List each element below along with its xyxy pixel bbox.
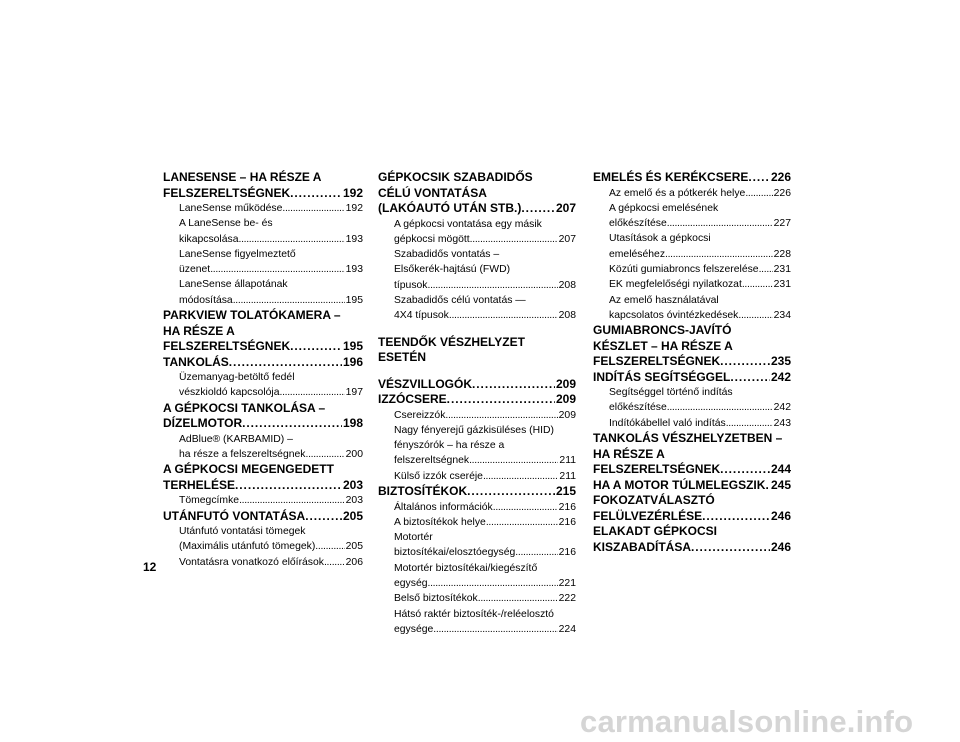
toc-subentry[interactable] (163, 247, 363, 278)
toc-subentry[interactable] (378, 217, 576, 248)
spacer (378, 366, 576, 377)
toc-line: LANESENSE – HA RÉSZE A (163, 170, 322, 184)
toc-page-number: 243 (773, 417, 791, 429)
toc-line (179, 555, 363, 570)
page-number: 12 (143, 560, 157, 574)
toc-subentry[interactable] (163, 555, 363, 570)
toc-line: HA RÉSZE A (593, 446, 665, 461)
toc-heading[interactable] (163, 170, 363, 201)
toc-subentry[interactable] (378, 408, 576, 423)
toc-title-text: 4X4 típusok (394, 310, 449, 322)
toc-page-number: 246 (770, 508, 791, 523)
toc-title-text: DÍZELMOTOR (163, 416, 243, 431)
toc-line: Segítséggel történő indítás (609, 387, 733, 399)
toc-subentry[interactable] (163, 201, 363, 216)
toc-title-text: BIZTOSÍTÉKOK (378, 484, 468, 499)
toc-line (593, 509, 791, 525)
toc-line (593, 170, 791, 186)
toc-title-text: egység (394, 578, 428, 590)
toc-page-number: 203 (342, 477, 363, 492)
toc-title-text: felszereltségnek (394, 455, 470, 467)
toc-subentry[interactable] (163, 277, 363, 308)
toc-title-text: Közúti gumiabroncs felszerelése (609, 263, 759, 275)
toc-page-number: 227 (773, 218, 791, 230)
toc-title-text: FELSZERELTSÉGNEK (593, 354, 721, 369)
toc-page-number: 193 (345, 233, 363, 245)
toc-line: ELAKADT GÉPKOCSI (593, 524, 718, 539)
toc-line (394, 500, 576, 515)
dot-leader (445, 408, 557, 423)
toc-title-text: IZZÓCSERE (378, 392, 447, 407)
dot-leader (428, 278, 558, 293)
dot-leader (726, 416, 773, 431)
toc-page-number: 209 (555, 392, 576, 407)
toc-heading[interactable] (163, 509, 363, 525)
toc-title-text: TANKOLÁS (163, 354, 229, 369)
dot-leader (229, 355, 342, 371)
toc-line (593, 478, 791, 494)
toc-line (609, 277, 791, 292)
toc-line: Utasítások a gépkocsi (609, 233, 711, 245)
toc-line (179, 539, 363, 554)
toc-line: A gépkocsi emelésének (609, 202, 719, 214)
toc-page-number: 226 (773, 187, 791, 199)
toc-heading[interactable] (163, 401, 363, 432)
dot-leader (702, 509, 770, 525)
toc-line (163, 416, 363, 432)
toc-page-number: 207 (555, 201, 576, 215)
toc-page-number: 209 (558, 409, 576, 421)
toc-line (163, 339, 363, 355)
toc-subentry[interactable] (593, 231, 791, 262)
toc-line (163, 509, 363, 525)
toc-subentry[interactable] (593, 416, 791, 431)
toc-line (593, 540, 791, 556)
toc-title-text: egysége (394, 623, 434, 635)
toc-line (609, 247, 791, 262)
toc-title-text: (LAKÓAUTÓ UTÁN STB.) (378, 201, 522, 215)
toc-title-text: emeléséhez (609, 248, 666, 260)
dot-leader (738, 308, 772, 323)
toc-subentry[interactable] (163, 493, 363, 508)
toc-title-text: (Maximális utánfutó tömegek) (179, 541, 316, 553)
dot-leader (449, 308, 558, 323)
toc-title-text: KISZABADÍTÁSA (593, 539, 691, 554)
toc-title-text: LaneSense működése (179, 203, 283, 214)
dot-leader (305, 509, 342, 525)
toc-line (394, 622, 576, 637)
toc-line: fényszórók – ha része a (394, 440, 505, 452)
toc-page-number: 209 (555, 376, 576, 391)
toc-page-number: 226 (770, 170, 791, 184)
toc-title-text: üzenet (179, 264, 211, 276)
toc-page-number: 195 (342, 339, 363, 354)
toc-line (394, 576, 576, 591)
dot-leader (467, 484, 555, 500)
toc-title-text: kapcsolatos óvintézkedések (609, 309, 739, 321)
toc-page-number: 231 (773, 263, 791, 275)
toc-line (609, 262, 791, 277)
toc-page-number: 216 (558, 516, 576, 528)
dot-leader (469, 453, 558, 468)
toc-page-number: 206 (345, 556, 363, 568)
toc-line (609, 400, 791, 415)
toc-subentry[interactable] (378, 530, 576, 561)
toc-line: Hátsó raktér biztosíték-/reléelosztó (394, 608, 554, 620)
dot-leader (691, 540, 770, 556)
toc-page-number: 196 (342, 354, 363, 369)
toc-title-text: Tömegcímke (179, 495, 240, 507)
toc-line (394, 278, 576, 293)
toc-page-number: 242 (773, 402, 791, 414)
toc-page-number: 222 (558, 593, 576, 605)
toc-line (179, 232, 363, 247)
dot-leader (493, 500, 558, 515)
dot-leader (730, 370, 770, 386)
toc-heading[interactable] (593, 524, 791, 555)
toc-line (378, 392, 576, 408)
toc-heading[interactable] (593, 323, 791, 370)
toc-page-number: 245 (770, 477, 791, 492)
toc-page-number: 244 (770, 462, 791, 477)
toc-title-text: előkészítése (609, 218, 667, 230)
toc-line (609, 216, 791, 231)
toc-page-number: 242 (770, 369, 791, 384)
toc-line: Szabadidős vontatás – (394, 249, 500, 261)
toc-subentry[interactable] (593, 186, 791, 201)
toc-heading[interactable] (163, 308, 363, 355)
toc-column-3 (593, 170, 791, 555)
toc-subentry[interactable] (163, 524, 363, 555)
toc-subentry[interactable] (593, 262, 791, 277)
toc-line: LaneSense figyelmeztető (179, 248, 296, 260)
dot-leader (486, 515, 558, 530)
toc-page-number: 234 (773, 309, 791, 321)
toc-line: Utánfutó vontatási tömegek (179, 526, 306, 538)
toc-title-text: Belső biztosítékok (394, 593, 478, 605)
dot-leader (239, 493, 345, 508)
toc-line: A LaneSense be- és (179, 218, 273, 230)
toc-title-text: HA A MOTOR TÚLMELEGSZIK (593, 477, 766, 492)
toc-title-text: Külső izzók cseréje (394, 470, 483, 482)
dot-leader (470, 232, 558, 247)
dot-leader (742, 277, 773, 292)
toc-line (378, 201, 576, 217)
toc-title-text: Az emelő és a pótkerék helye (609, 187, 746, 199)
dot-leader (483, 469, 558, 484)
toc-subentry[interactable] (378, 469, 576, 484)
toc-line (163, 186, 363, 202)
toc-heading[interactable] (163, 462, 363, 493)
toc-page-number: 211 (559, 470, 576, 482)
toc-line: A gépkocsi vontatása egy másik (394, 218, 542, 230)
toc-line (378, 484, 576, 500)
dot-leader (233, 293, 345, 308)
toc-line: Nagy fényerejű gázkisüléses (HID) (394, 424, 554, 436)
toc-page-number: 205 (342, 508, 363, 523)
toc-subentry[interactable] (593, 201, 791, 232)
toc-line: Motortér (394, 532, 433, 544)
toc-subentry[interactable] (378, 561, 576, 592)
toc-title-text: INDÍTÁS SEGÍTSÉGGEL (593, 369, 731, 384)
dot-leader (242, 416, 342, 432)
dot-leader (759, 262, 773, 277)
toc-line: AdBlue® (KARBAMID) – (179, 433, 293, 445)
toc-line: LaneSense állapotának (179, 279, 288, 291)
toc-title-text: EMELÉS ÉS KERÉKCSERE (593, 170, 749, 184)
toc-page-number: 192 (345, 203, 363, 214)
dot-leader (433, 622, 557, 637)
toc-heading[interactable] (378, 170, 576, 217)
toc-page-number: 203 (345, 495, 363, 507)
toc-subentry[interactable] (378, 607, 576, 638)
toc-subentry[interactable] (378, 500, 576, 515)
toc-title-text: FELSZERELTSÉGNEK (593, 462, 721, 477)
toc-page-number: 211 (559, 455, 576, 467)
toc-line (593, 354, 791, 370)
toc-page-number: 216 (558, 547, 576, 559)
toc-line: CÉLÚ VONTATÁSA (378, 185, 487, 200)
toc-line (378, 377, 576, 393)
toc-subentry[interactable] (163, 370, 363, 401)
toc-line (593, 462, 791, 478)
toc-line: HA RÉSZE A (163, 323, 235, 338)
dot-leader (280, 385, 345, 400)
toc-page-number: 192 (342, 185, 363, 200)
toc-page-number: 193 (345, 264, 363, 276)
toc-page-number: 228 (773, 248, 791, 260)
dot-leader (748, 170, 770, 186)
toc-line (609, 186, 791, 201)
toc-heading[interactable] (378, 484, 576, 500)
toc-heading[interactable] (163, 355, 363, 371)
toc-page-number: 216 (558, 501, 576, 513)
toc-page-number: 207 (558, 233, 576, 245)
toc-title-text: ha része a felszereltségnek (179, 448, 306, 460)
toc-page-number: 221 (558, 578, 576, 590)
dot-leader (521, 201, 555, 217)
toc-subentry[interactable] (593, 385, 791, 416)
toc-title-text: Indítókábellel való indítás (609, 417, 726, 429)
toc-title-text: VÉSZVILLOGÓK (378, 376, 473, 391)
toc-line (179, 201, 363, 216)
toc-title-text: Vontatásra vonatkozó előírások (179, 556, 324, 568)
toc-heading[interactable] (593, 478, 791, 494)
toc-line: Az emelő használatával (609, 294, 719, 306)
dot-leader (478, 591, 558, 606)
toc-line: Üzemanyag-betöltő fedél (179, 372, 295, 384)
toc-line (394, 453, 576, 468)
toc-page-number: 246 (770, 539, 791, 554)
toc-page-number: 231 (773, 279, 791, 291)
dot-leader (290, 339, 342, 355)
dot-leader (447, 392, 555, 408)
toc-title-text: FELSZERELTSÉGNEK (163, 185, 291, 200)
toc-line (394, 308, 576, 323)
toc-title-text: gépkocsi mögött (394, 233, 470, 245)
dot-leader (720, 462, 770, 478)
spacer (378, 324, 576, 335)
toc-heading[interactable] (593, 431, 791, 478)
toc-title-text: kikapcsolása (179, 233, 239, 245)
toc-subentry[interactable] (593, 293, 791, 324)
toc-title-text: FELSZERELTSÉGNEK (163, 339, 291, 354)
toc-line (179, 262, 363, 277)
toc-title-text: módosítása (179, 294, 233, 306)
toc-line (179, 493, 363, 508)
toc-line: A GÉPKOCSI MEGENGEDETT (163, 462, 334, 477)
toc-line (609, 308, 791, 323)
toc-line (394, 232, 576, 247)
toc-heading[interactable] (378, 392, 576, 408)
toc-subentry[interactable] (163, 216, 363, 247)
dot-leader (667, 216, 773, 231)
dot-leader (239, 232, 345, 247)
toc-heading[interactable] (378, 377, 576, 393)
dot-leader (306, 447, 345, 462)
toc-line (609, 416, 791, 431)
toc-subentry[interactable] (378, 591, 576, 606)
toc-subentry[interactable] (378, 247, 576, 293)
dot-leader (472, 377, 555, 393)
toc-subentry[interactable] (378, 423, 576, 469)
toc-line (394, 408, 576, 423)
toc-line: Elsőkerék-hajtású (FWD) (394, 264, 511, 276)
toc-line: FOKOZATVÁLASZTÓ (593, 493, 715, 508)
toc-page-number: 197 (345, 387, 363, 399)
toc-title-text: EK megfelelőségi nyilatkozat (609, 279, 742, 291)
toc-title-text: TERHELÉSE (163, 477, 236, 492)
toc-title-text: előkészítése (609, 402, 667, 414)
toc-page-number: 235 (770, 354, 791, 369)
dot-leader (235, 478, 342, 494)
toc-line (394, 515, 576, 530)
toc-title-text: vészkioldó kapcsolója (179, 387, 280, 399)
toc-subentry[interactable] (163, 432, 363, 463)
toc-page-number: 198 (342, 416, 363, 431)
toc-page-number: 215 (555, 484, 576, 499)
toc-title-text: FELÜLVEZÉRLÉSE (593, 508, 703, 523)
toc-line: TANKOLÁS VÉSZHELYZETBEN – (593, 431, 783, 446)
toc-line: KÉSZLET – HA RÉSZE A (593, 338, 733, 353)
toc-subentry[interactable] (378, 515, 576, 530)
toc-line: GUMIABRONCS-JAVÍTÓ (593, 323, 732, 338)
toc-title-text: biztosítékai/elosztóegység (394, 547, 516, 559)
dot-leader (210, 262, 344, 277)
toc-line (179, 385, 363, 400)
toc-title-text: típusok (394, 279, 428, 291)
dot-leader (667, 400, 773, 415)
toc-title-text: Cserеizzók (394, 409, 446, 421)
toc-line (179, 293, 363, 308)
toc-line: A GÉPKOCSI TANKOLÁSA – (163, 400, 326, 415)
toc-line (394, 469, 576, 484)
dot-leader (720, 354, 770, 370)
toc-page-number: 200 (345, 448, 363, 460)
toc-line: PARKVIEW TOLATÓKAMERA – (163, 308, 341, 323)
toc-line: Szabadidős célú vontatás — (394, 294, 526, 306)
toc-line: Motortér biztosítékai/kiegészítő (394, 562, 538, 574)
toc-title-text: Általános információk (394, 501, 493, 513)
toc-line (163, 355, 363, 371)
toc-line: TEENDŐK VÉSZHELYZET ESETÉN (378, 334, 525, 365)
toc-subentry[interactable] (378, 293, 576, 324)
toc-line: GÉPKOCSIK SZABADIDŐS (378, 170, 533, 184)
toc-page-number: 208 (558, 310, 576, 322)
toc-line (394, 591, 576, 606)
dot-leader (515, 545, 557, 560)
dot-leader (745, 186, 772, 201)
toc-column-2 (378, 170, 576, 637)
dot-leader (290, 186, 342, 202)
toc-page-number: 195 (345, 294, 363, 306)
toc-heading[interactable] (593, 170, 791, 186)
dot-leader (315, 539, 344, 554)
toc-page-number: 208 (558, 279, 576, 291)
toc-title-text: UTÁNFUTÓ VONTATÁSA (163, 508, 306, 523)
dot-leader (324, 555, 345, 570)
toc-heading[interactable] (593, 493, 791, 524)
dot-leader (282, 201, 344, 216)
toc-heading[interactable] (593, 370, 791, 386)
toc-subentry[interactable] (593, 277, 791, 292)
dot-leader (428, 576, 558, 591)
toc-page-number: 224 (558, 623, 576, 635)
toc-column-1 (163, 170, 363, 570)
dot-leader (665, 247, 773, 262)
toc-line (163, 478, 363, 494)
toc-line (593, 370, 791, 386)
toc-line (179, 447, 363, 462)
toc-page-number: 205 (345, 541, 363, 553)
toc-heading[interactable] (378, 335, 576, 366)
toc-title-text: A biztosítékok helye (394, 516, 486, 528)
toc-line (394, 545, 576, 560)
watermark: carmanualsonline.info (580, 704, 914, 739)
